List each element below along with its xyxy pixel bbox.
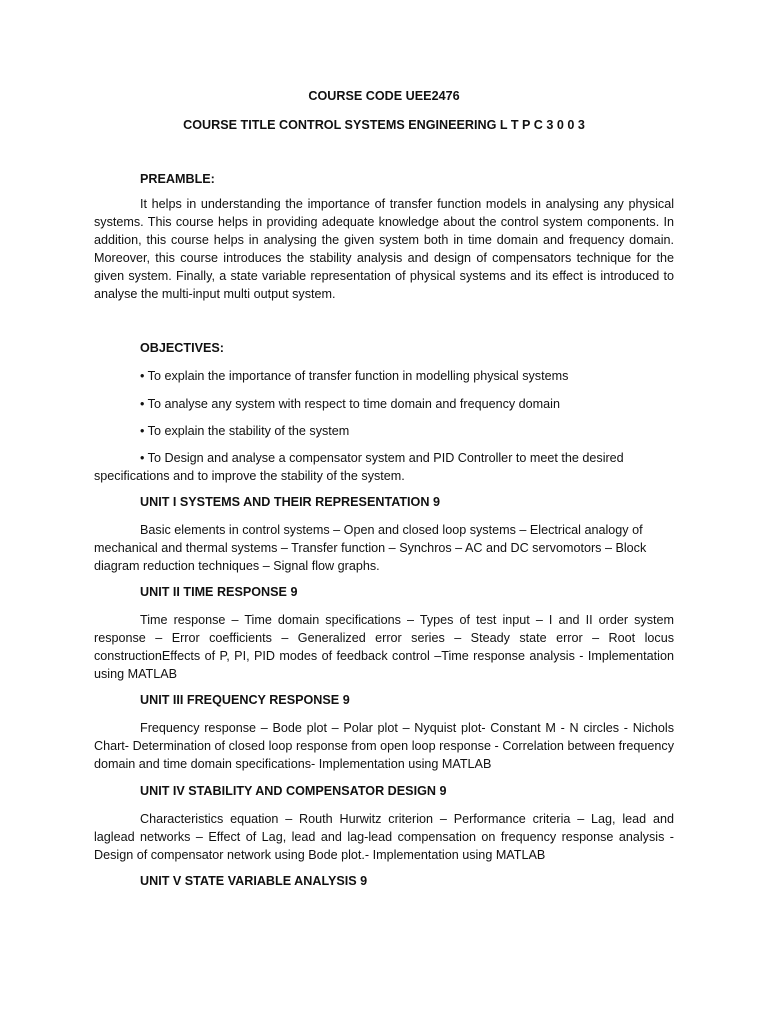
unit-4-text: Characteristics equation – Routh Hurwitz criterion – Performance criteria – Lag, lead and laglead networks – Effect of Lag, lead and lag-lead compensation on frequency response analysis - Design of compensator network using Bode plot.- Implementation using MATLAB xyxy=(94,812,674,862)
course-code: COURSE CODE UEE2476 xyxy=(308,89,460,103)
unit-5-heading: UNIT V STATE VARIABLE ANALYSIS 9 xyxy=(140,874,368,888)
objective-item: • To explain the stability of the system xyxy=(140,424,350,438)
unit-2-heading: UNIT II TIME RESPONSE 9 xyxy=(140,585,298,599)
unit-4-heading: UNIT IV STABILITY AND COMPENSATOR DESIGN 9 xyxy=(140,784,447,798)
unit-2-text: Time response – Time domain specifications – Types of test input – I and II order system response – Error coefficients – Generalized error series – Steady state error – Root locus constructionEffects of P, PI, PID modes of feedback control –Time response analysis - Implementation using MATLAB xyxy=(94,613,674,681)
preamble-heading: PREAMBLE: xyxy=(140,172,215,186)
preamble-text: It helps in understanding the importance of transfer function models in analysing any physical systems. This course helps in providing adequate knowledge about the control system components. In addition, this course helps in analysing the given system both in time domain and frequency domain. Moreover, this course introduces the stability analysis and design of compensators technique for the given system. Finally, a state variable representation of physical systems and its effect is introduced to analyse the multi-input multi output system. xyxy=(94,197,674,301)
unit-3-text: Frequency response – Bode plot – Polar plot – Nyquist plot- Constant M - N circles - Nichols Chart- Determination of closed loop response from open loop response - Correlation between frequency domain and time domain specifications- Implementation using MATLAB xyxy=(94,721,674,771)
unit-1-heading: UNIT I SYSTEMS AND THEIR REPRESENTATION 9 xyxy=(140,495,440,509)
objectives-heading: OBJECTIVES: xyxy=(140,341,224,355)
course-title: COURSE TITLE CONTROL SYSTEMS ENGINEERING L T P C 3 0 0 3 xyxy=(183,118,585,132)
unit-3-heading: UNIT III FREQUENCY RESPONSE 9 xyxy=(140,693,350,707)
objective-item: • To explain the importance of transfer function in modelling physical systems xyxy=(140,369,569,383)
objective-item: • To analyse any system with respect to time domain and frequency domain xyxy=(140,397,560,411)
objective-item: • To Design and analyse a compensator system and PID Controller to meet the desired specifications and to improve the stability of the system. xyxy=(94,451,624,483)
unit-1-text: Basic elements in control systems – Open and closed loop systems – Electrical analogy of mechanical and thermal systems – Transfer function – Synchros – AC and DC servomotors – Block diagram reduction techniques – Signal flow graphs. xyxy=(94,523,647,573)
